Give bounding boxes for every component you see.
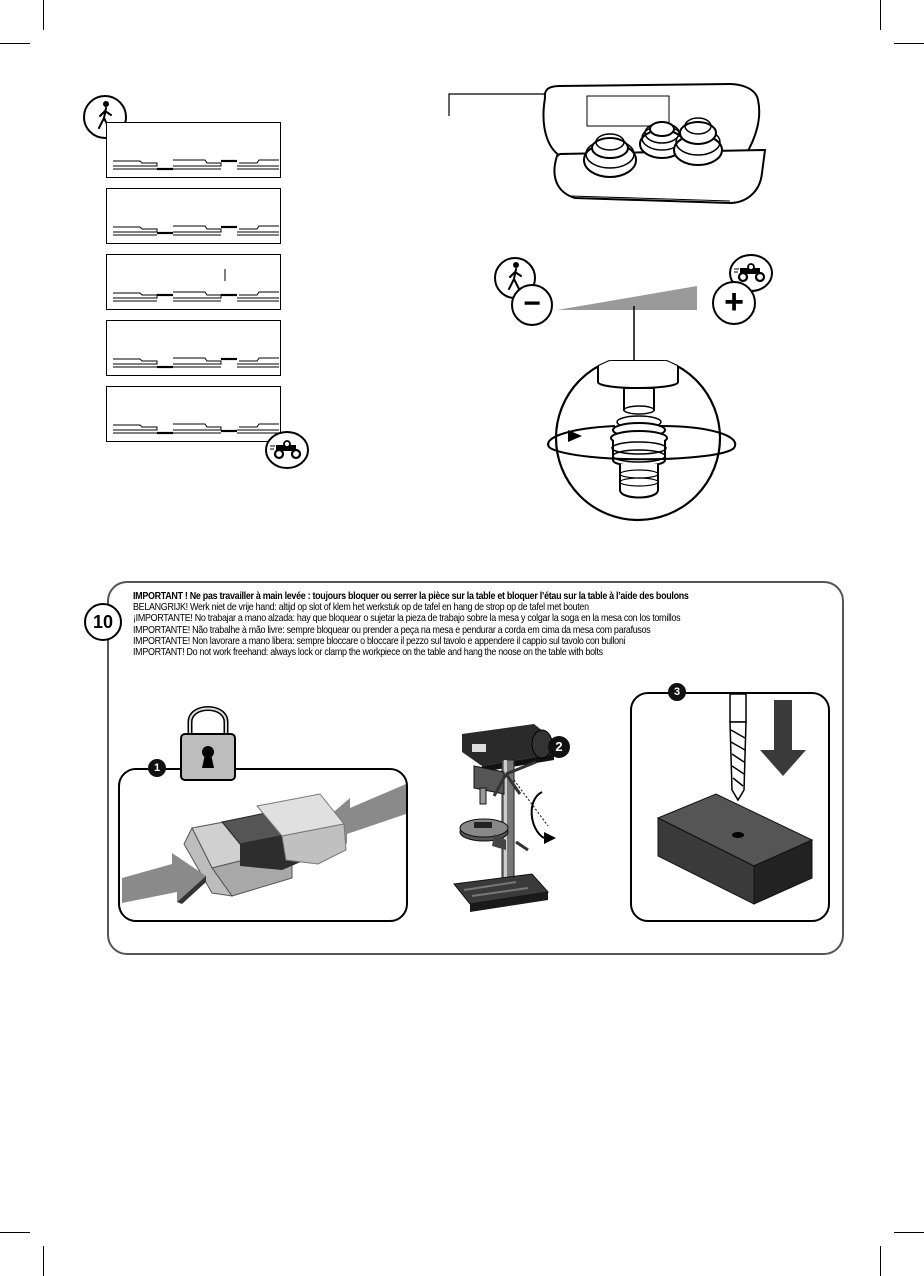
belt-position-4 xyxy=(106,320,281,376)
warning-es: ¡IMPORTANTE! No trabajar a mano alzada: hay que bloquear o sujetar la pieza de trabajo sobre la mesa y colgar la soga en la mesa con los tornillos xyxy=(133,613,681,625)
warning-it: IMPORTANTE! Non lavorare a mano libera: sempre bloccare o bloccare il pezzo sul tavolo e appendere il cappio sul tavolo con bulloni xyxy=(133,635,626,647)
warning-en: IMPORTANT! Do not work freehand: always lock or clamp the workpiece on the table and hang the noose on the table with bolts xyxy=(133,647,603,659)
badge-two-label: 2 xyxy=(555,739,563,754)
step-number-label: 10 xyxy=(92,612,114,632)
belt-position-3 xyxy=(106,254,281,310)
vice-clamp-illustration xyxy=(122,778,406,918)
plus-label: + xyxy=(724,283,744,321)
crop-mark xyxy=(43,1246,44,1276)
speed-ramp-gauge xyxy=(555,282,700,314)
badge-one-label: 1 xyxy=(153,762,161,774)
minus-label: − xyxy=(523,287,541,320)
crop-mark xyxy=(43,0,44,30)
warning-nl: BELANGRIJK! Werk niet de vrije hand: altijd op slot of klem het werkstuk op de tafel en hang de strop op de tafel met bouten xyxy=(133,602,589,614)
drilling-illustration xyxy=(640,694,826,918)
speed-plus-icon xyxy=(712,281,756,325)
warning-pt: IMPORTANTE! Não trabalhe à mão livre: sempre bloquear ou prender a peça na mesa e pendurar a corda em cima da mesa com parafusos xyxy=(133,624,651,636)
spindle-magnifier xyxy=(520,360,750,530)
pulley-case-illustration xyxy=(440,78,780,218)
warning-text-block xyxy=(133,591,735,658)
badge-two xyxy=(548,736,570,758)
crop-mark xyxy=(0,1232,30,1233)
crop-mark xyxy=(0,43,30,44)
belt-position-5 xyxy=(106,386,281,442)
crop-mark xyxy=(894,1232,924,1233)
warning-fr: IMPORTANT ! Ne pas travailler à main levée : toujours bloquer ou serrer la pièce sur la table et bloquer l’étau sur la table à l’aide des boulons xyxy=(133,591,689,602)
tractor-icon xyxy=(264,430,310,470)
crop-mark xyxy=(880,0,881,30)
belt-position-1 xyxy=(106,122,281,178)
step-number-badge xyxy=(84,603,122,641)
crop-mark xyxy=(894,43,924,44)
badge-three-label: 3 xyxy=(673,686,681,698)
badge-one xyxy=(148,759,166,777)
crop-mark xyxy=(880,1246,881,1276)
speed-minus-icon xyxy=(511,284,553,326)
padlock-icon xyxy=(176,700,240,784)
belt-position-2 xyxy=(106,188,281,244)
